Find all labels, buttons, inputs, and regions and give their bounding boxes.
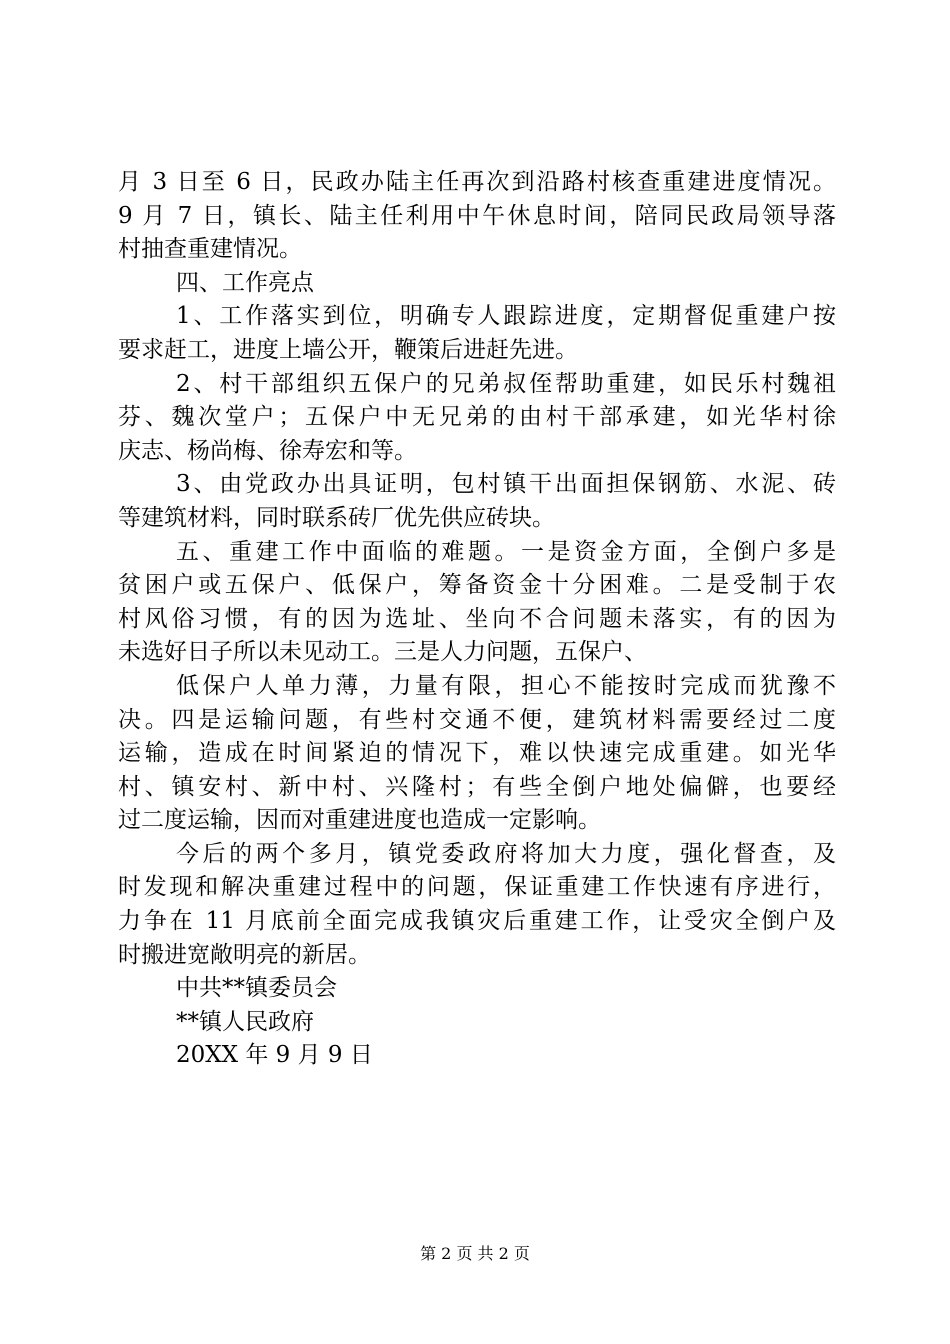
- text-line: 中共**镇委员会: [176, 975, 337, 1002]
- text-line: 要求赶工，进度上墙公开，鞭策后进赶先进。: [118, 336, 578, 363]
- text-line: 月 3 日至 6 日，民政办陆主任再次到沿路村核查重建进度情况。: [118, 169, 836, 195]
- text-line: 四、工作亮点: [176, 269, 314, 296]
- text-line: 1、工作落实到位，明确专人跟踪进度，定期督促重建户按: [176, 303, 836, 330]
- text-line: 今后的两个多月，镇党委政府将加大力度，强化督查，及: [176, 840, 836, 867]
- text-line: 村风俗习惯，有的因为选址、坐向不合问题未落实，有的因为: [118, 605, 836, 632]
- text-line: 芬、魏次堂户；五保户中无兄弟的由村干部承建，如光华村徐: [118, 404, 836, 431]
- text-line: 过二度运输，因而对重建进度也造成一定影响。: [118, 807, 601, 834]
- text-line: 贫困户或五保户、低保户，筹备资金十分困难。二是受制于农: [118, 572, 836, 599]
- page-footer: 第 2 页 共 2 页: [420, 1244, 530, 1263]
- text-line: 低保户人单力薄，力量有限，担心不能按时完成而犹豫不: [176, 672, 836, 699]
- text-line: 20XX 年 9 月 9 日: [176, 1042, 373, 1069]
- text-line: 3、由党政办出具证明，包村镇干出面担保钢筋、水泥、砖: [176, 471, 836, 498]
- text-line: **镇人民政府: [176, 1008, 314, 1035]
- text-line: 未选好日子所以未见动工。三是人力问题，五保户、: [118, 639, 647, 666]
- document-body: [118, 166, 836, 1073]
- text-line: 村抽查重建情况。: [118, 236, 302, 263]
- text-line: 2、村干部组织五保户的兄弟叔侄帮助重建，如民乐村魏祖: [176, 370, 836, 397]
- text-line: 时发现和解决重建过程中的问题，保证重建工作快速有序进行，: [118, 874, 836, 901]
- text-line: 力争在 11 月底前全面完成我镇灾后重建工作，让受灾全倒户及: [118, 908, 836, 935]
- text-line: 9 月 7 日，镇长、陆主任利用中午休息时间，陪同民政局领导落: [118, 202, 836, 229]
- text-line: 等建筑材料，同时联系砖厂优先供应砖块。: [118, 504, 555, 531]
- text-line: 运输，造成在时间紧迫的情况下，难以快速完成重建。如光华: [118, 740, 836, 767]
- text-line: 庆志、杨尚梅、徐寿宏和等。: [118, 437, 417, 464]
- text-line: 五、重建工作中面临的难题。一是资金方面，全倒户多是: [176, 538, 836, 565]
- text-line: 时搬进宽敞明亮的新居。: [118, 941, 371, 968]
- text-line: 决。四是运输问题，有些村交通不便，建筑材料需要经过二度: [118, 706, 836, 733]
- text-line: 村、镇安村、新中村、兴隆村；有些全倒户地处偏僻，也要经: [118, 773, 836, 800]
